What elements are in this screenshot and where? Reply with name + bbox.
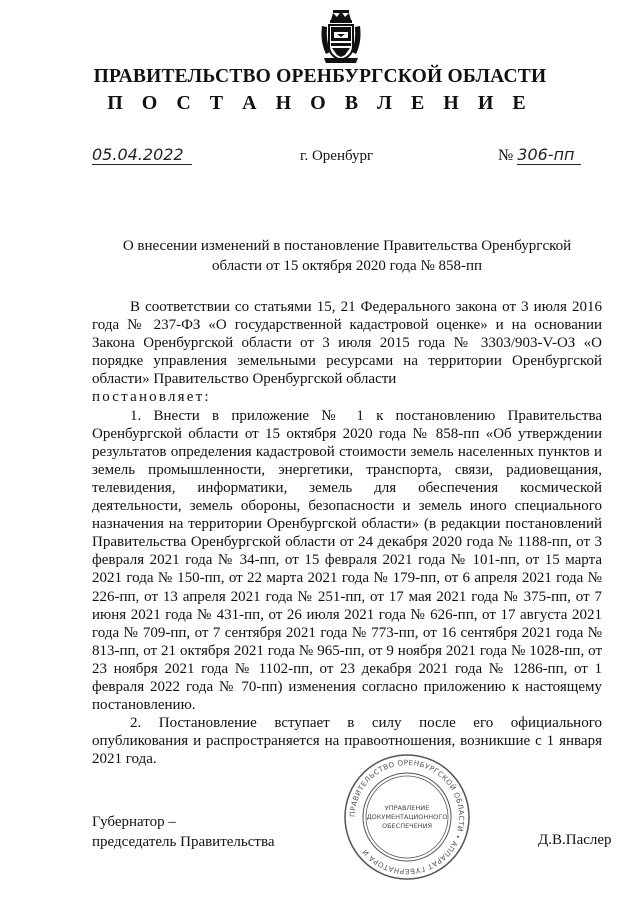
decree-word: постановляет: — [92, 389, 211, 406]
stamp-ring-text: ПРАВИТЕЛЬСТВО ОРЕНБУРГСКОЙ ОБЛАСТИ • АППАРАТ ГУБЕРНАТОРА И — [347, 757, 467, 877]
signatory-title-line: Губернатор – — [92, 814, 176, 830]
stamp-center-line: ОБЕСПЕЧЕНИЯ — [381, 822, 433, 830]
preamble-paragraph: В соответствии со статьями 15, 21 Федерального закона от 3 июля 2016 года № 237-ФЗ «О государственной кадастровой оценке» и на основании Закона Оренбургской области от 3 июля 2015 года № 3303/903-V-ОЗ «О порядке управления земельными ресурсами на территории Оренбургской области» Правительство Оренбургской области — [92, 299, 602, 388]
document-type: П О С Т А Н О В Л Е Н И Е — [107, 92, 533, 114]
document-date: 05.04.2022 — [92, 146, 192, 165]
stamp-center-line: ДОКУМЕНТАЦИОННОГО — [366, 813, 448, 821]
subject-line: О внесении изменений в постановление Правительства Оренбургской — [122, 238, 572, 254]
item-1-paragraph: 1. Внести в приложение № 1 к постановлению Правительства Оренбургской области от 15 октября 2020 года № 858-пп «Об утверждении результатов определения кадастровой стоимости земель населенных пунктов и земель промышленности, энергетики, транспорта, связи, радиовещания, телевидения, информатики, земель для обеспечения космической деятельности, земель обороны, безопасности и земель иного специального назначения на территории Оренбургской области» (в редакции постановлений Правительства Оренбургской области от 24 декабря 2020 года № 1188-пп, от 3 февраля 2021 года № 34-пп, от 15 февраля 2021 года № 101-пп, от 15 марта 2021 года № 150-пп, от 22 марта 2021 года № 179-пп, от 6 апреля 2021 года № 226-пп, от 13 апреля 2021 года № 251-пп, от 17 мая 2021 года № 375-пп, от 7 июня 2021 года № 431-пп, от 26 июля 2021 года № 626-пп, от 17 августа 2021 года № 709-пп, от 7 сентября 2021 года № 773-пп, от 16 сентября 2021 года № 813-пп, от 21 октября 2021 года № 965-пп, от 9 ноября 2021 года № 1028-пп, от 23 ноября 2021 года № 1102-пп, от 23 декабря 2021 года № 1286-пп, от 1 февраля 2022 года № 70-пп) изменения согласно приложению к настоящему постановлению. — [92, 407, 602, 714]
document-city: г. Оренбург — [300, 148, 374, 164]
number-prefix: № — [498, 147, 514, 164]
signatory-name: Д.В.Паслер — [538, 832, 612, 848]
number-value: 306-пп — [517, 146, 581, 165]
signatory-title — [92, 812, 275, 852]
stamp-center-line: УПРАВЛЕНИЕ — [384, 804, 430, 812]
subject-line: области от 15 октября 2020 года № 858-пп — [211, 258, 483, 274]
document-body — [92, 298, 602, 768]
coat-of-arms-icon — [318, 8, 364, 66]
official-stamp — [342, 752, 472, 882]
document-number — [498, 146, 581, 165]
document-subject — [92, 236, 602, 276]
signatory-title-line: председатель Правительства — [92, 834, 275, 850]
item-2-paragraph: 2. Постановление вступает в силу после его официального опубликования и распространяется на правоотношения, возникшие с 1 января 2021 года. — [92, 715, 602, 768]
organization-title: ПРАВИТЕЛЬСТВО ОРЕНБУРГСКОЙ ОБЛАСТИ — [93, 66, 547, 87]
